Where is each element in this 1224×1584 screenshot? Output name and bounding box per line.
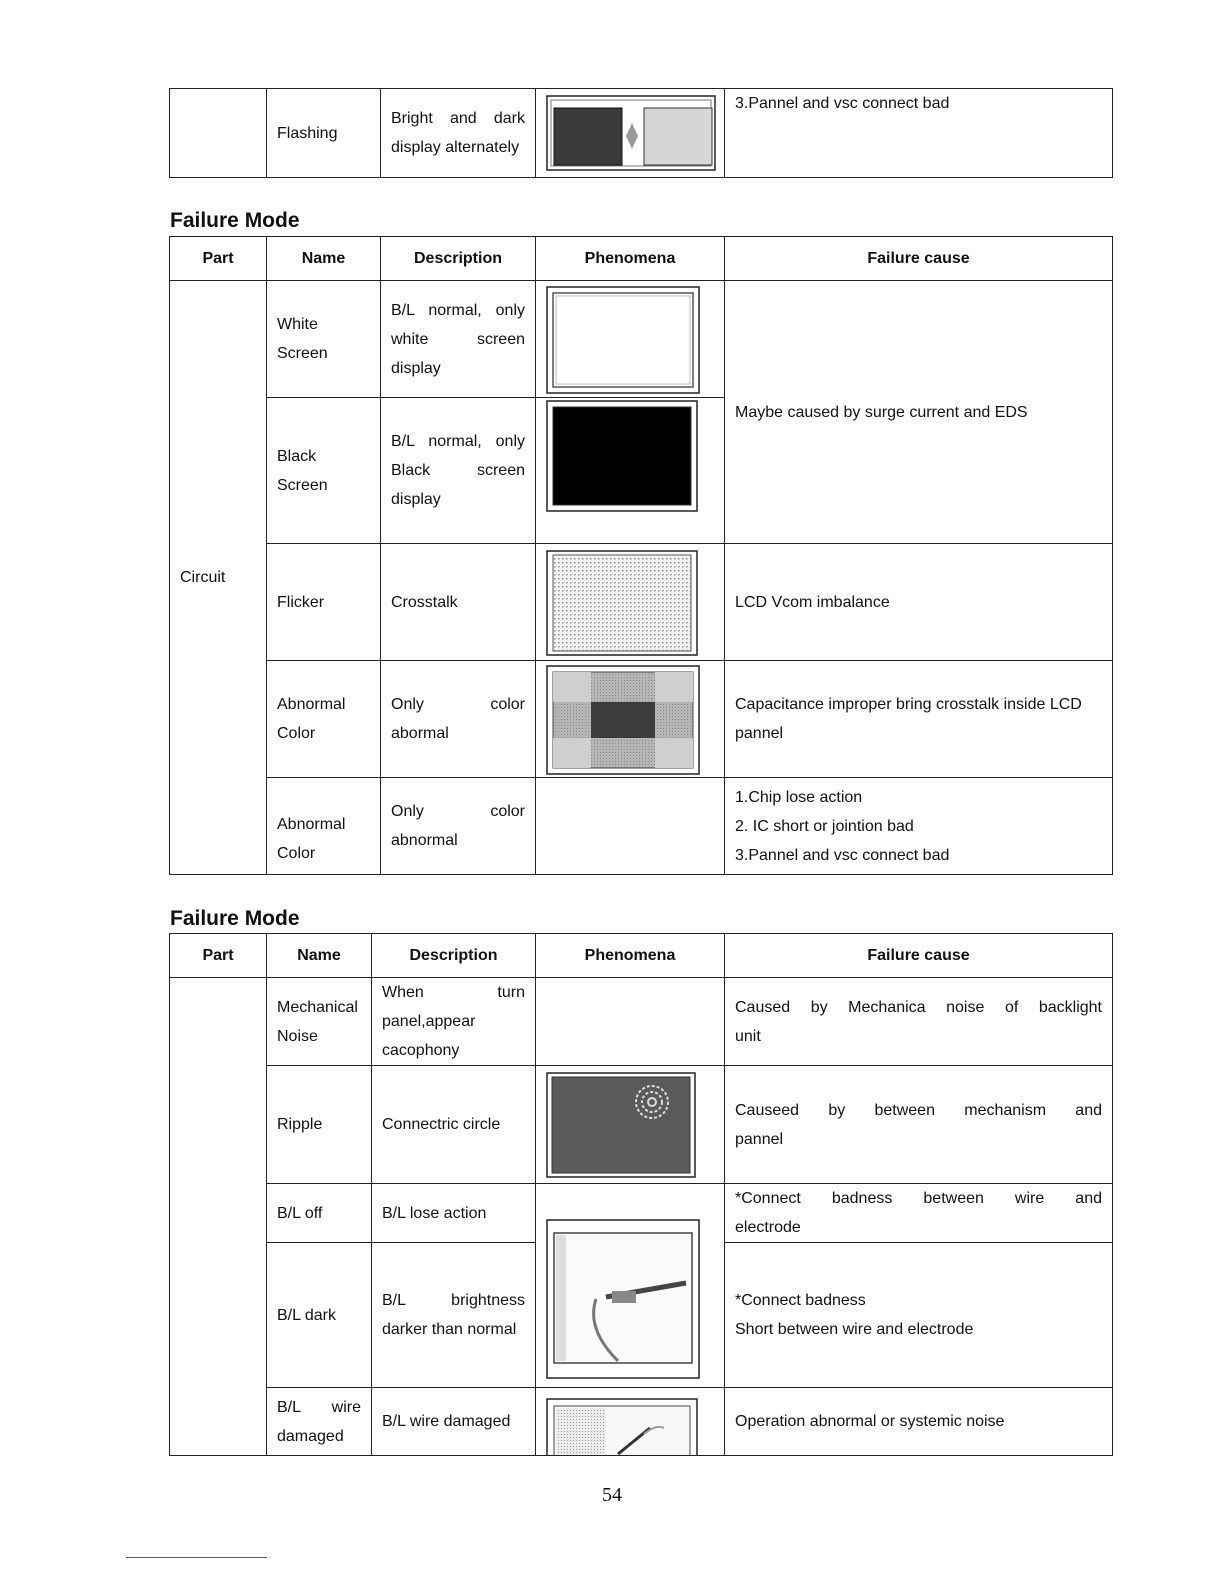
name-cell: Abnormal Color <box>267 661 381 778</box>
header-description: Description <box>381 237 536 281</box>
description-cell: B/L wire damaged <box>372 1388 536 1456</box>
header-failure-cause: Failure cause <box>725 237 1113 281</box>
phenomena-backlight-wire <box>536 1184 725 1388</box>
name-cell: B/L dark <box>267 1243 372 1388</box>
phenomena-ripple <box>536 1066 725 1184</box>
phenomena-flashing <box>536 89 725 178</box>
failure-cause-cell: Causeed by between mechanism and pannel <box>725 1066 1113 1184</box>
name-cell: Flashing <box>267 89 381 178</box>
ripple-illustration <box>546 1072 696 1178</box>
description-cell: B/L lose action <box>372 1184 536 1243</box>
header-phenomena: Phenomena <box>536 237 725 281</box>
table-header-row <box>170 237 1113 281</box>
phenomena-abnormal-color <box>536 661 725 778</box>
name-cell: B/L wire damaged <box>267 1388 372 1456</box>
wire-damaged-illustration <box>546 1398 698 1455</box>
description-cell: B/L normal, only Black screen display <box>381 398 536 544</box>
name-cell: Ripple <box>267 1066 372 1184</box>
circuit-failure-table <box>169 236 1113 875</box>
section-heading-mechanical: Failure Mode <box>170 907 300 930</box>
header-phenomena: Phenomena <box>536 934 725 978</box>
table-row <box>170 1388 1113 1456</box>
table-row <box>170 978 1113 1066</box>
name-cell: Abnormal Color <box>267 778 381 875</box>
header-description: Description <box>372 934 536 978</box>
description-cell: B/L brightness darker than normal <box>372 1243 536 1388</box>
header-name: Name <box>267 934 372 978</box>
table-row <box>170 281 1113 398</box>
table-header-row <box>170 934 1113 978</box>
header-part: Part <box>170 934 267 978</box>
description-cell: Only color abnormal <box>381 778 536 875</box>
table-row <box>170 661 1113 778</box>
failure-cause-cell: Capacitance improper bring crosstalk inside LCD pannel <box>725 661 1113 778</box>
name-cell: Black Screen <box>267 398 381 544</box>
description-cell: B/L normal, only white screen display <box>381 281 536 398</box>
page-number: 54 <box>602 1484 622 1506</box>
failure-cause-cell: LCD Vcom imbalance <box>725 544 1113 661</box>
part-circuit: Circuit <box>170 281 267 875</box>
name-cell: B/L off <box>267 1184 372 1243</box>
part-cell-empty <box>170 978 267 1456</box>
phenomena-white-screen <box>536 281 725 398</box>
white-screen-illustration <box>546 286 700 394</box>
table-row <box>170 1184 1113 1243</box>
header-failure-cause: Failure cause <box>725 934 1113 978</box>
footer-rule <box>126 1557 267 1558</box>
phenomena-empty <box>536 978 725 1066</box>
top-table <box>169 88 1113 178</box>
flashing-illustration <box>546 95 716 171</box>
header-name: Name <box>267 237 381 281</box>
table-row <box>170 544 1113 661</box>
section-heading-circuit: Failure Mode <box>170 209 300 232</box>
failure-cause-cell: *Connect badness between wire and electrode <box>725 1184 1113 1243</box>
header-part: Part <box>170 237 267 281</box>
description-cell: Crosstalk <box>381 544 536 661</box>
failure-cause-cell: Caused by Mechanica noise of backlight unit <box>725 978 1113 1066</box>
abnormal-color-illustration <box>546 665 700 775</box>
phenomena-black-screen <box>536 398 725 544</box>
mechanical-failure-table <box>169 933 1113 1456</box>
part-cell-empty <box>170 89 267 178</box>
failure-cause-shared: Maybe caused by surge current and EDS <box>725 281 1113 544</box>
name-cell: Mechanical Noise <box>267 978 372 1066</box>
table-row <box>170 778 1113 875</box>
flicker-illustration <box>546 550 698 656</box>
name-cell: Flicker <box>267 544 381 661</box>
description-cell: Connectric circle <box>372 1066 536 1184</box>
description-cell: Bright and dark display alternately <box>381 89 536 178</box>
failure-cause-cell: 1.Chip lose action 2. IC short or jointion bad 3.Pannel and vsc connect bad <box>725 778 1113 875</box>
backlight-wire-illustration <box>546 1219 700 1379</box>
phenomena-wire-damaged <box>536 1388 725 1456</box>
description-cell: When turn panel,appear cacophony <box>372 978 536 1066</box>
phenomena-empty <box>536 778 725 875</box>
phenomena-flicker <box>536 544 725 661</box>
failure-cause-cell: *Connect badness Short between wire and electrode <box>725 1243 1113 1388</box>
table-row <box>170 1066 1113 1184</box>
failure-cause-cell: 3.Pannel and vsc connect bad <box>725 89 1113 178</box>
description-cell: Only color abormal <box>381 661 536 778</box>
black-screen-illustration <box>546 400 698 512</box>
failure-cause-cell: Operation abnormal or systemic noise <box>725 1388 1113 1456</box>
name-cell: White Screen <box>267 281 381 398</box>
